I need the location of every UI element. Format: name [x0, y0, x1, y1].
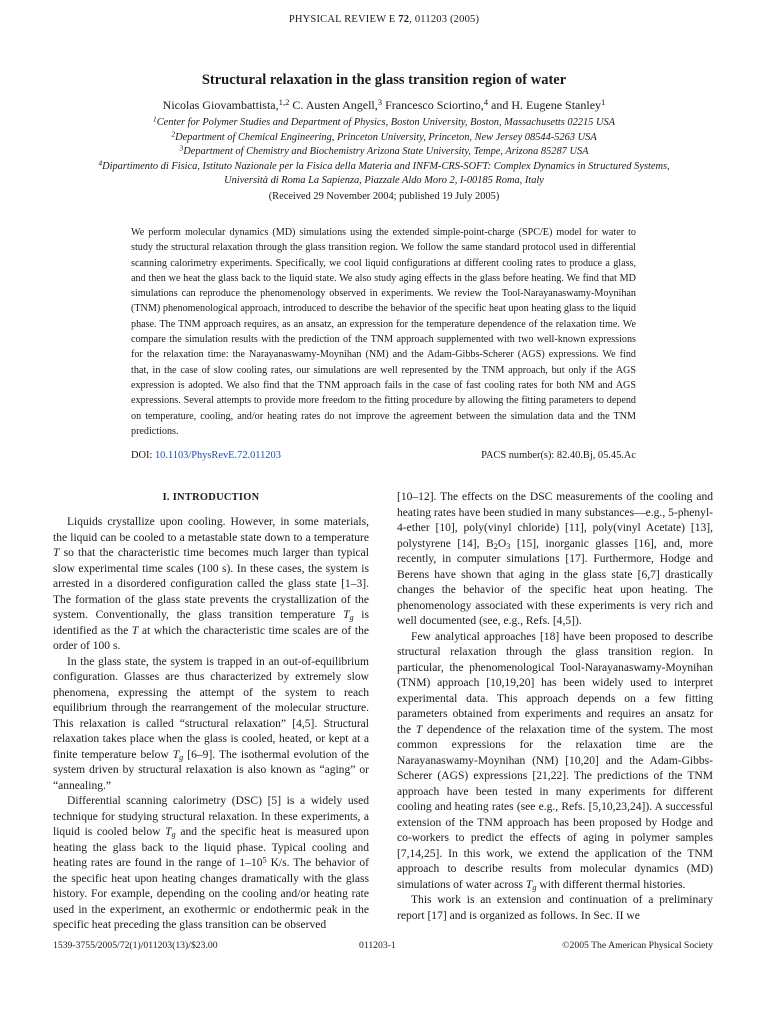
doi-link[interactable]: 10.1103/PhysRevE.72.011203 — [154, 450, 281, 461]
affiliation-line — [0, 116, 768, 131]
affil-mark: 3 — [179, 143, 184, 153]
paragraph: This work is an extension and continuation of a preliminary report [17] and is organized as follows. In Sec. II we — [397, 894, 713, 922]
author-list — [0, 98, 768, 113]
affiliation-text: Center for Polymer Studies and Department of Physics, Boston University, Boston, Massachusetts 02215 USA — [156, 117, 616, 128]
affiliation-line — [0, 174, 768, 189]
abstract: We perform molecular dynamics (MD) simulations using the extended simple-point-charge (SPC/E) model for water to study the structural relaxation through the glass transition region. We follow the same standard protocol used in differential scanning calorimetry experiments. Specifically, we cool liquid configurations at different cooling rates to produce a glass, and then we heat the glass back to the liquid state. We also study aging effects in the glass before heating. We find that MD simulations can reproduce the phenomenology observed in experiments. We review the Tool-Narayanaswamy-Moynihan (TNM) phenomenological approach, introduced to describe the behavior of the specific heat upon heating glass to the liquid phase. The TNM approach requires, as an ansatz, an expression for the temperature dependence of the relaxation time. We compare the simulation results with the prediction of the TNM approach supplemented with two well-known expressions for the relaxation time: the Narayanaswamy-Moynihan (NM) and the Adam-Gibbs-Scherer (AGS) expressions. We find that, in the case of slow cooling rates, our simulations are well represented by the TNM approach, but only if the AGS expression is adopted. We also find that the TNM approach fails in the case of fast cooling rates for both NM and AGS expressions. Several attempts to provide more freedom to the fitting procedure by allowing the fitting parameters to depend on temperature, cooling, and/or heating rates do not improve the agreement between the simulation data and the TNM predictions. — [131, 227, 636, 437]
author-affil-mark: 4 — [483, 97, 489, 108]
author-affil-mark: 1 — [601, 97, 606, 108]
left-column — [53, 490, 369, 934]
affiliation-line — [0, 145, 768, 160]
author-name: Nicolas Giovambattista, — [162, 98, 279, 112]
paragraph: Differential scanning calorimetry (DSC) [5] is a widely used technique for studying structural relaxation. In these experiments, a liquid is cooled below $T_g$ and the specific heat is measured upon heating the glass back to the liquid phase. Typical cooling and heating rates are found in the range of $1-10^5$ K/s. The behavior of the specific heat upon heating changes dramatically with the glass history. For example, depending on the cooling and/or heating rate used in the experiment, an exothermic or endothermic peak in the specific heat preceding the glass transition can be observed — [53, 795, 370, 931]
received-dates: (Received 29 November 2004; published 19 July 2005) — [268, 191, 500, 202]
affiliations — [0, 116, 768, 189]
paragraph: [10–12]. The effects on the DSC measurements of the cooling and heating rates have been studied in many substances—e.g., 5-phenyl-4-ether [10], poly(vinyl chloride) [11], poly(vinyl Acetate) [13], polystyrene [14], $B_2O_3$ [15], inorganic glasses [16], and, more recently, in computer simulations [17]. Furthermore, Hodge and Berens have shown that aging in the glass state [6,7] drastically changes the behavior of the specific heat upon heating. The phenomenology associated with these experiments is very rich and well documented (see, e.g., Refs. [4,5]). — [397, 491, 713, 627]
section-heading: I. INTRODUCTION — [162, 492, 260, 503]
author-name: C. Austen Angell, — [289, 98, 378, 112]
paragraph: Few analytical approaches [18] have been proposed to describe structural relaxation through the glass transition region. In particular, the phenomenological Tool-Narayanaswamy-Moynihan (TNM) approach [10,19,20] has been widely used to interpret experimental data. This approach depends on a few fitting parameters obtained from experiments and requires an ansatz for the T dependence of the relaxation time of the system. The most common expressions for the relaxation time are the Narayanaswamy-Moynihan (NM) [10,20] and the Adam-Gibbs-Scherer (AGS) expressions [21,22]. The predictions of the TNM approach have been tested in many experiments for different cooling and heating rates (see e.g., Refs. [5,10,23,24]). A successful extension of the TNM approach has been proposed by Hodge and co-workers to predict the effects of aging in polymer samples [7,14,25]. In this work, we extend the application of the TNM approach to describe results from molecular dynamics (MD) simulations of water across $T_g$ with different thermal histories. — [397, 630, 713, 892]
pacs-numbers: PACS number(s): 82.40.Bj, 05.45.Ac — [481, 450, 636, 461]
footer-issn: 1539-3755/2005/72(1)/011203(13)/$23.00 — [53, 940, 218, 951]
paper-title: Structural relaxation in the glass transition region of water — [201, 72, 567, 88]
affil-mark: 1 — [152, 114, 157, 124]
author-affil-mark: 1,2 — [278, 97, 290, 108]
affiliation-line — [0, 160, 768, 175]
affiliation-text: Dipartimento di Fisica, Istituto Nazionale per la Fisica della Materia and INFM-CRS-SOFT: Complex Dynamics in Structured Systems, — [102, 160, 670, 172]
right-column — [397, 490, 713, 924]
affiliation-text: Department of Chemistry and Biochemistry Arizona State University, Tempe, Arizona 85287 USA — [183, 146, 589, 157]
footer-copyright: ©2005 The American Physical Society — [562, 940, 713, 951]
affiliation-text: Department of Chemical Engineering, Princeton University, Princeton, New Jersey 08544-5263 USA — [175, 131, 597, 143]
author-name: and H. Eugene Stanley — [488, 98, 602, 112]
running-head — [0, 14, 768, 25]
affil-mark: 4 — [98, 158, 103, 168]
paragraph: In the glass state, the system is trapped in an out-of-equilibrium configuration. Glasses are thus characterized by extremely slow phenomena, expressing the attempt of the system to reach equilibrium through the rearrangement of the molecular structure. This relaxation is called “structural relaxation” [4,5]. Structural relaxation takes place when the glass is cooled, heated, or kept at a finite temperature below $T_g$ [6–9]. The isothermal evolution of the system driven by structural relaxation is also known as “aging” or “annealing.” — [53, 655, 369, 792]
doi-label: DOI: — [131, 450, 155, 461]
paragraph: Liquids crystallize upon cooling. However, in some materials, the liquid can be cooled to a metastable state down to a temperature T so that the characteristic time becomes much larger than typical slow experimental time scales (100 s). In these cases, the system is arrested in a disordered configuration called the glass state [1–3]. The formation of the glass state prevents the crystallization of the system. Conventionally, the glass transition temperature $T_g$ is identified as the T at which the characteristic time scales are of the order of 100 s. — [53, 516, 370, 652]
doi-pacs-line — [131, 450, 636, 461]
journal-name: PHYSICAL REVIEW E — [288, 14, 396, 25]
author-affil-mark: 3 — [377, 97, 383, 108]
affiliation-line — [0, 131, 768, 146]
journal-volume: 72 — [398, 14, 410, 25]
affiliation-text: Università di Roma La Sapienza, Piazzale Aldo Moro 2, I-00185 Roma, Italy — [224, 175, 544, 186]
article-id: , 011203 (2005) — [409, 14, 480, 25]
footer-page-number: 011203-1 — [359, 940, 396, 951]
author-name: Francesco Sciortino, — [382, 98, 484, 112]
page-footer — [53, 940, 713, 951]
affil-mark: 2 — [171, 129, 176, 139]
